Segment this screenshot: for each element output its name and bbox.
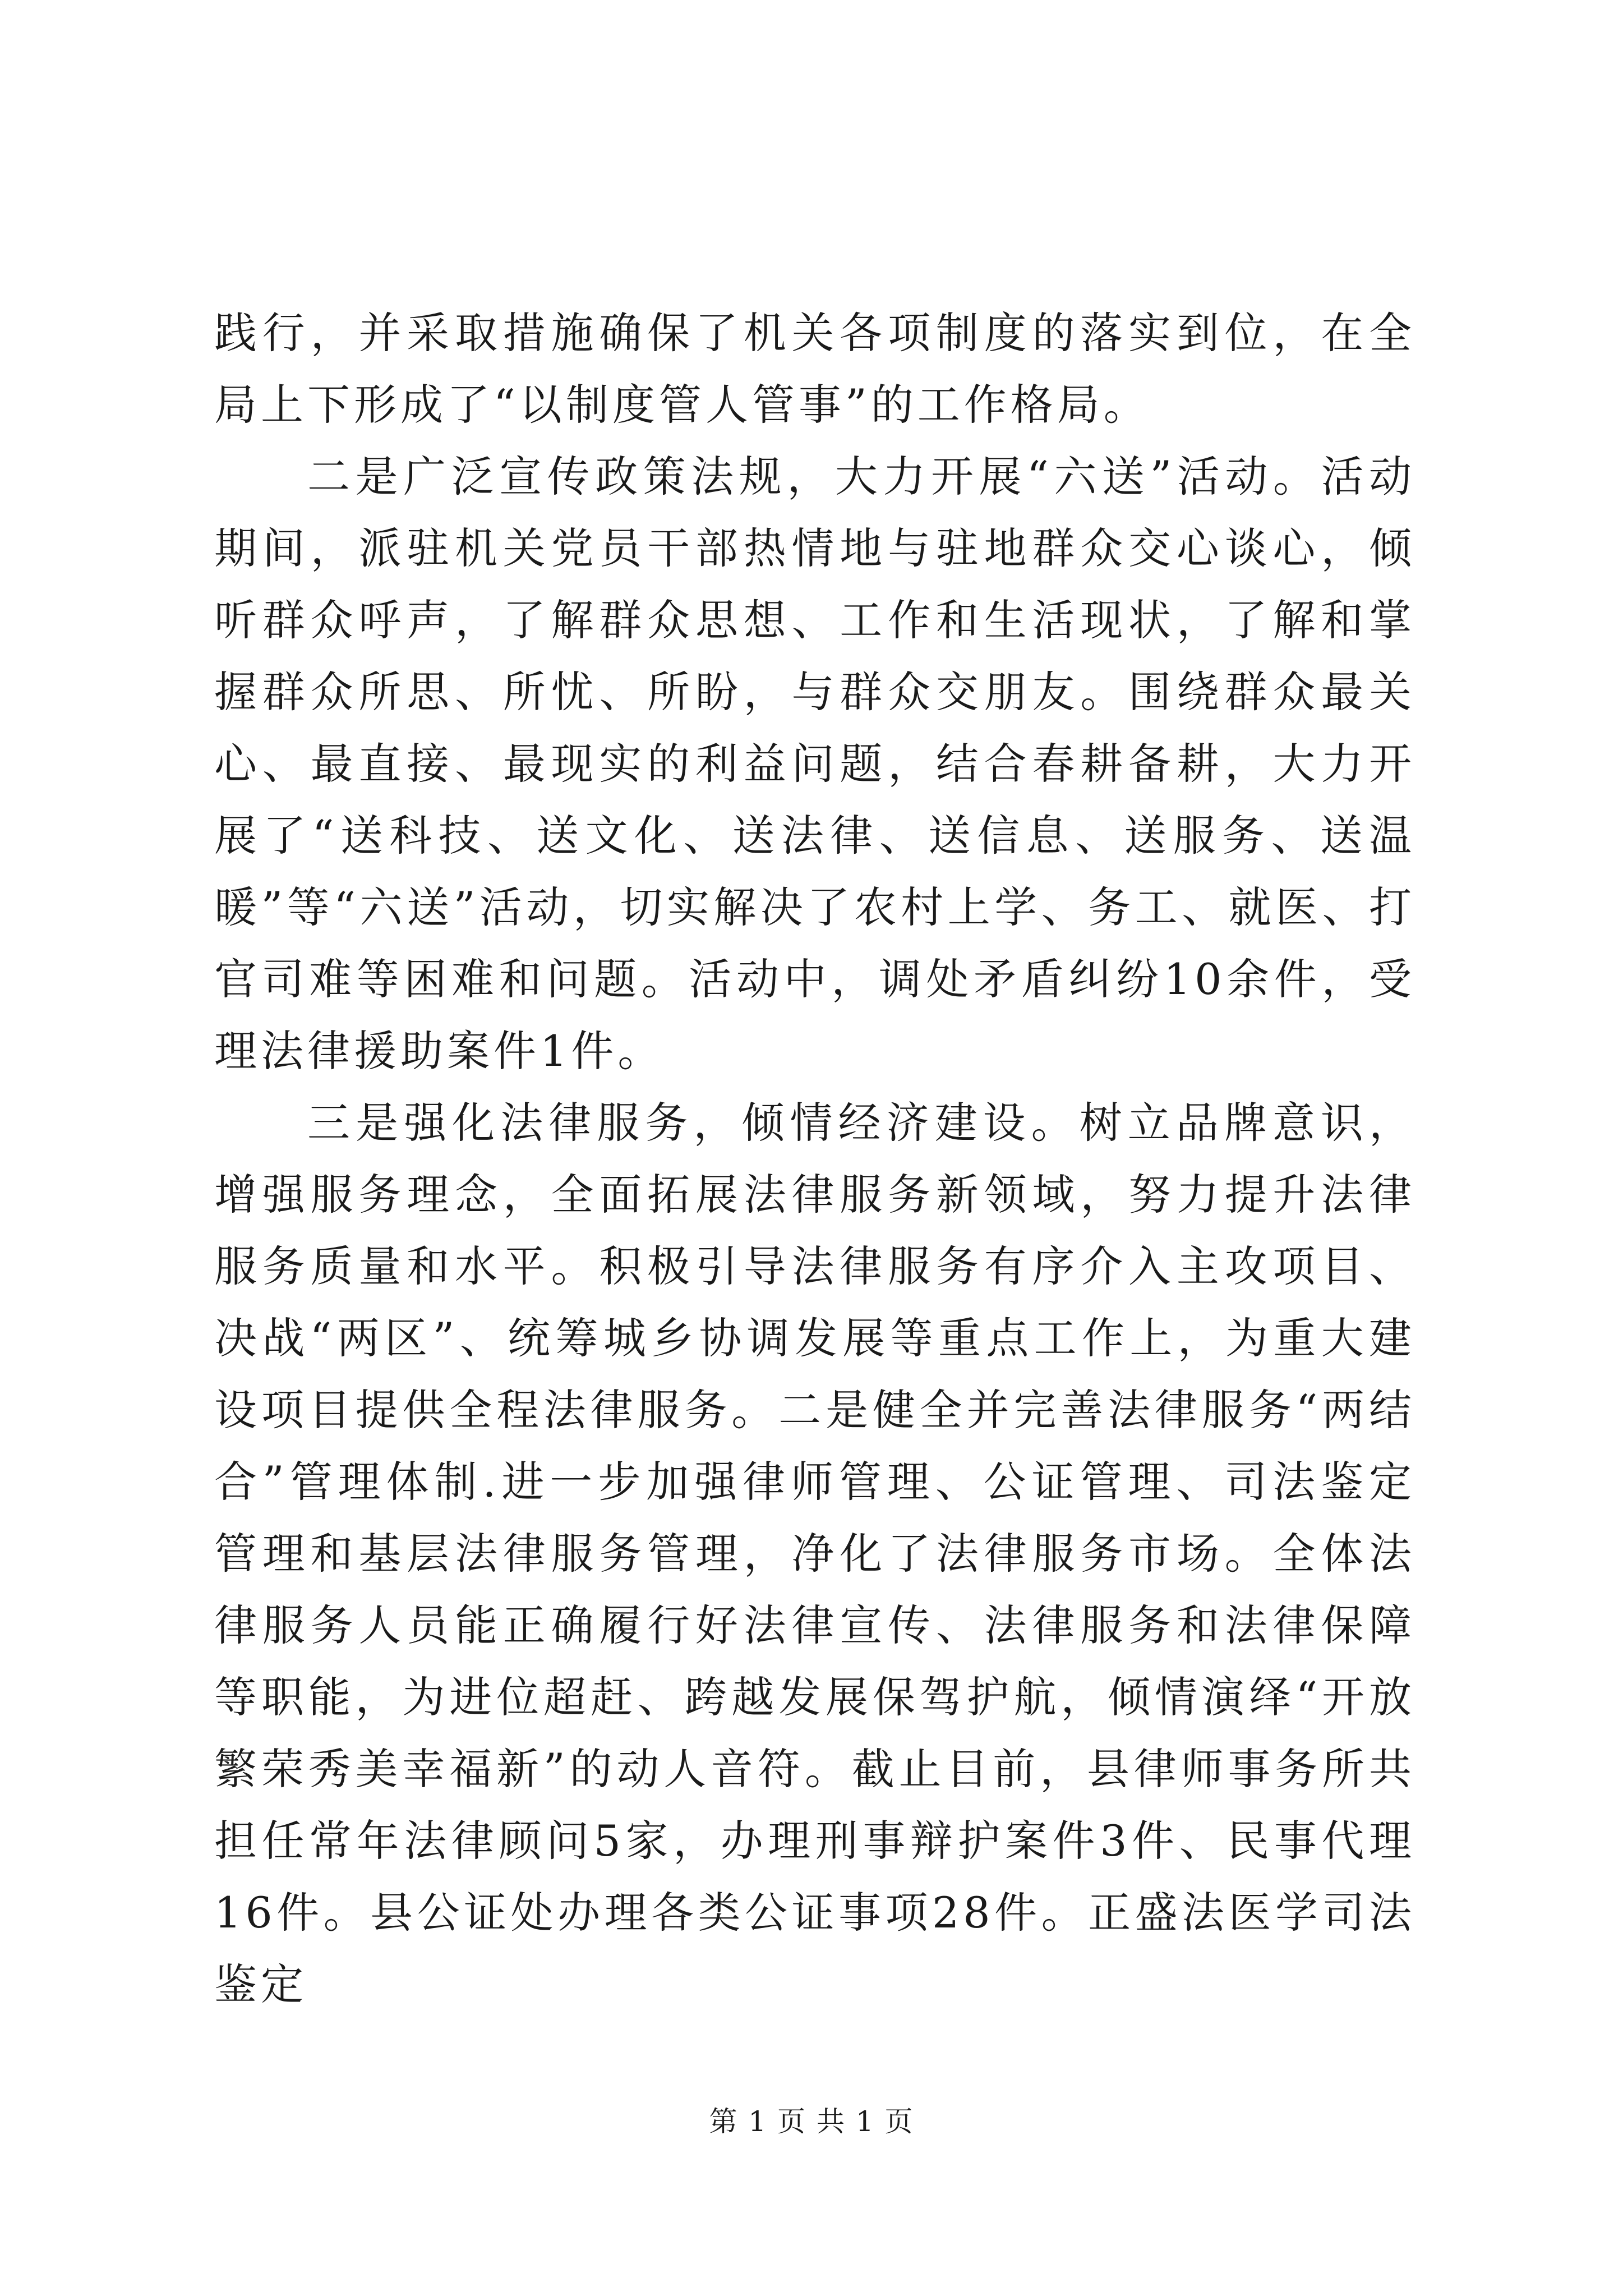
paragraph-1: 践行，并采取措施确保了机关各项制度的落实到位，在全局上下形成了“以制度管人管事”的工作格局。 bbox=[214, 308, 1415, 430]
paragraph-2: 二是广泛宣传政策法规，大力开展“六送”活动。活动期间，派驻机关党员干部热情地与驻地群众交心谈心，倾听群众呼声，了解群众思想、工作和生活现状，了解和掌握群众所思、所忧、所盼，与群众交朋友。围绕群众最关心、最直接、最现实的利益问题，结合春耕备耕，大力开展了“送科技、送文化、送法律、送信息、送服务、送温暖”等“六送”活动，切实解决了农村上学、务工、就医、打官司难等困难和问题。活动中，调处矛盾纠纷10余件，受理法律援助案件1件。 bbox=[214, 452, 1415, 1076]
page-footer: 第 1 页 共 1 页 bbox=[709, 2105, 914, 2138]
body-text bbox=[214, 297, 1415, 2021]
paragraph-3: 三是强化法律服务，倾情经济建设。树立品牌意识，增强服务理念，全面拓展法律服务新领域，努力提升法律服务质量和水平。积极引导法律服务有序介入主攻项目、决战“两区”、统筹城乡协调发展等重点工作上，为重大建设项目提供全程法律服务。二是健全并完善法律服务“两结合”管理体制.进一步加强律师管理、公证管理、司法鉴定管理和基层法律服务管理，净化了法律服务市场。全体法律服务人员能正确履行好法律宣传、法律服务和法律保障等职能，为进位超赶、跨越发展保驾护航，倾情演绎“开放繁荣秀美幸福新”的动人音符。截止目前，县律师事务所共担任常年法律顾问5家，办理刑事辩护案件3件、民事代理16件。县公证处办理各类公证事项28件。正盛法医学司法鉴定 bbox=[214, 1098, 1415, 2009]
